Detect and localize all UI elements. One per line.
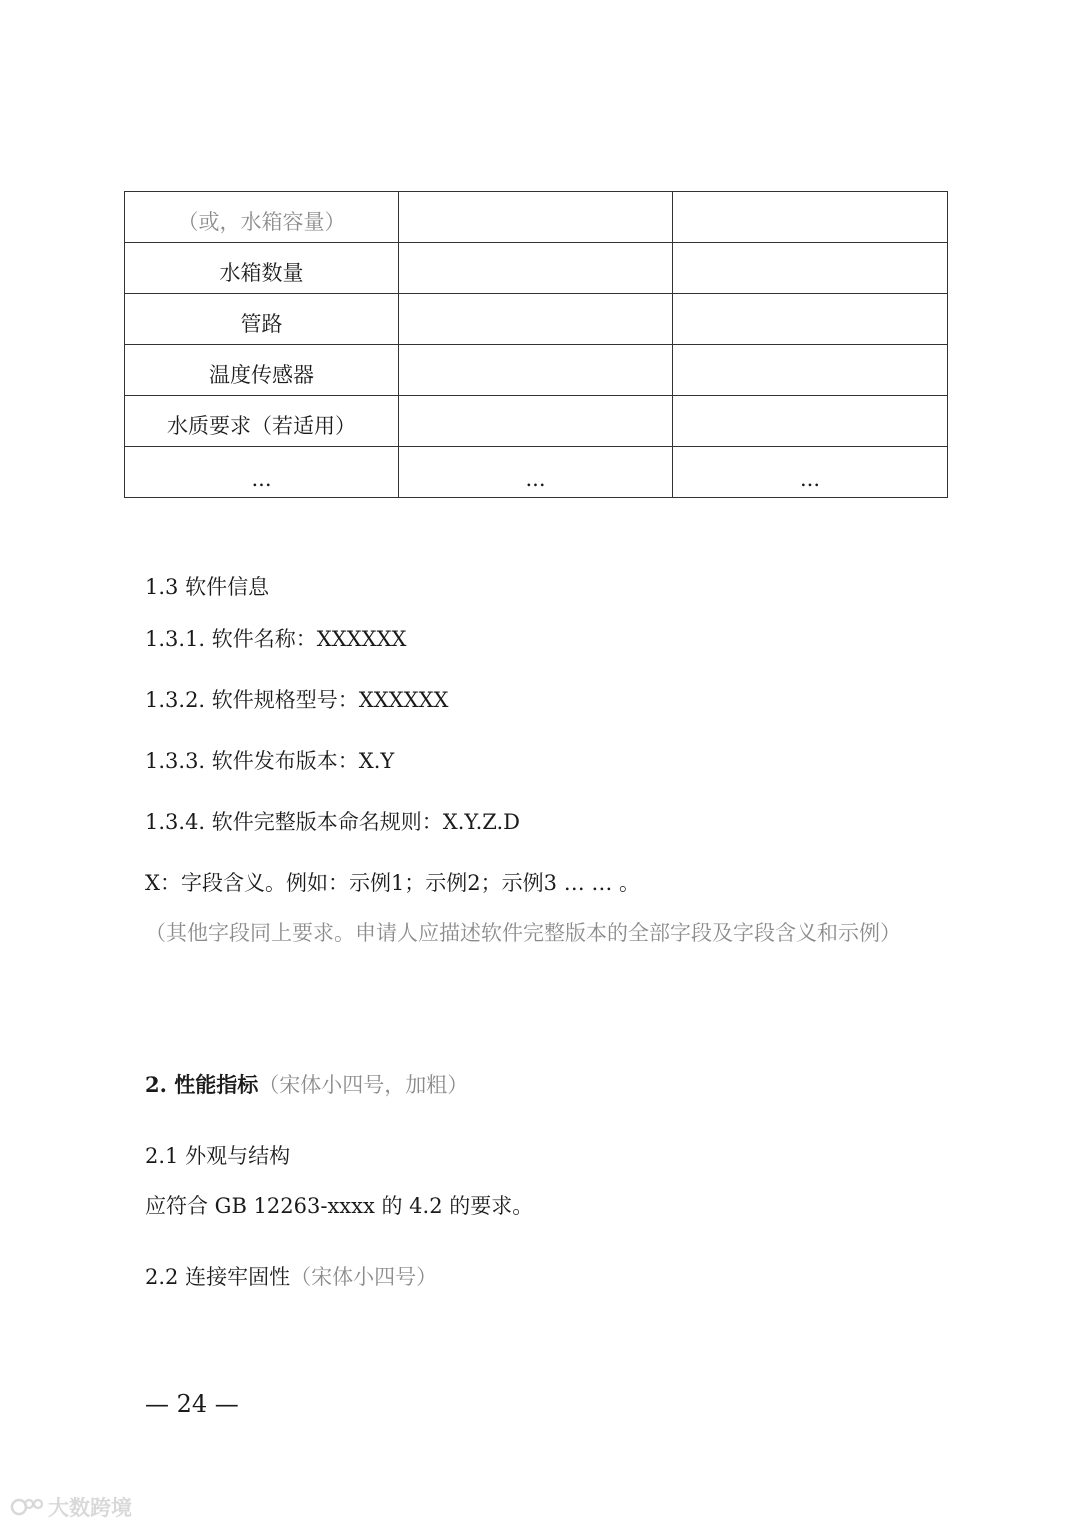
table-row <box>125 243 948 294</box>
watermark-logo-icon <box>10 1496 44 1518</box>
watermark-text: 大数跨境 <box>48 1496 132 1520</box>
table-cell <box>673 345 948 396</box>
table-cell: 管路 <box>125 294 399 345</box>
table-cell <box>399 294 673 345</box>
section-1-3-heading: 1.3 软件信息 <box>145 575 270 599</box>
table-cell <box>673 294 948 345</box>
table-row <box>125 294 948 345</box>
table-cell <box>399 345 673 396</box>
section-2-heading-note: （宋体小四号，加粗） <box>258 1073 469 1097</box>
section-2-2-note: （宋体小四号） <box>290 1265 438 1289</box>
section-2-2-title: 2.2 连接牢固性 <box>145 1265 291 1289</box>
table-cell <box>399 243 673 294</box>
software-version-rule-line: 1.3.4. 软件完整版本命名规则：X.Y.Z.D <box>145 810 520 834</box>
section-2-heading-title: 2. 性能指标 <box>145 1072 259 1097</box>
table-cell <box>399 396 673 447</box>
table-row <box>125 192 948 243</box>
field-description-line: X：字段含义。例如：示例1；示例2；示例3 … … 。 <box>145 871 641 895</box>
field-note-line: （其他字段同上要求。申请人应描述软件完整版本的全部字段及字段含义和示例） <box>145 921 901 945</box>
section-2-1-text: 应符合 GB 12263-xxxx 的 4.2 的要求。 <box>145 1194 534 1218</box>
table-cell: ... <box>673 447 948 498</box>
table-row <box>125 447 948 498</box>
table-cell <box>673 396 948 447</box>
watermark <box>10 1492 132 1522</box>
page-number: — 24 — <box>145 1390 239 1418</box>
spec-table <box>124 191 948 498</box>
table-cell: （或，水箱容量） <box>125 192 399 243</box>
software-release-line: 1.3.3. 软件发布版本：X.Y <box>145 749 395 773</box>
table-cell: 水箱数量 <box>125 243 399 294</box>
software-name-line: 1.3.1. 软件名称：XXXXXX <box>145 627 407 651</box>
section-2-heading <box>145 1069 468 1099</box>
table-cell: 水质要求（若适用） <box>125 396 399 447</box>
table-cell: ... <box>399 447 673 498</box>
table-cell <box>399 192 673 243</box>
table-cell <box>673 192 948 243</box>
table-cell <box>673 243 948 294</box>
table-cell: ... <box>125 447 399 498</box>
table-row <box>125 345 948 396</box>
software-model-line: 1.3.2. 软件规格型号：XXXXXX <box>145 688 449 712</box>
section-2-1-heading: 2.1 外观与结构 <box>145 1144 291 1168</box>
table-row <box>125 396 948 447</box>
table-cell: 温度传感器 <box>125 345 399 396</box>
section-2-2-heading <box>145 1261 437 1291</box>
